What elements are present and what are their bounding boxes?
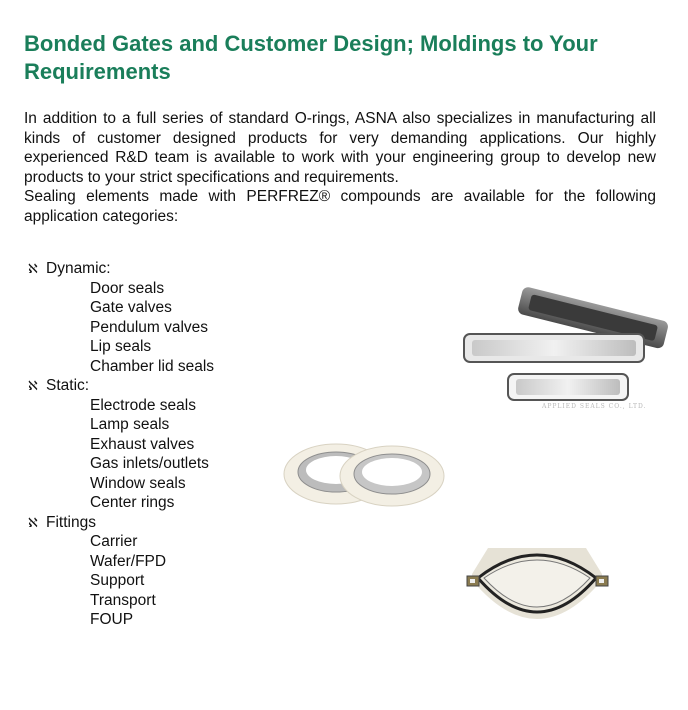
page-title: Bonded Gates and Customer Design; Moldings to Your Requirements xyxy=(24,31,598,84)
list-item: Pendulum valves xyxy=(90,318,209,336)
list-item: FOUP xyxy=(90,611,134,628)
intro-paragraph: In addition to a full series of standard O-rings, ASNA also specializes in manufacturing all kinds of customer designed products for very demanding applications. Our highly experienced R&D team is available to work with your engineering group to develop new products to your strict specifications and requirements. xyxy=(24,110,656,186)
list-item: Chamber lid seals xyxy=(90,357,215,375)
category-fittings xyxy=(24,513,284,630)
list-item: Window seals xyxy=(90,474,186,492)
photo-caption: APPLIED SEALS CO., LTD. xyxy=(542,403,647,410)
list-item: Gas inlets/outlets xyxy=(90,455,209,472)
wafer-seal-photo xyxy=(462,538,612,648)
list-item: Center rings xyxy=(90,494,175,511)
list-item: Transport xyxy=(90,591,156,609)
list-item: Gate valves xyxy=(90,299,172,316)
category-label: Fittings xyxy=(46,513,96,531)
list-item: Carrier xyxy=(90,533,138,550)
category-static xyxy=(24,376,284,513)
intro-categories-lead: Sealing elements made with PERFREZ® compounds are available for the following application categories: xyxy=(24,188,656,225)
list-item: Exhaust valves xyxy=(90,435,195,453)
bullet-icon: ℵ xyxy=(28,514,38,530)
bullet-icon: ℵ xyxy=(28,378,38,393)
list-item: Wafer/FPD xyxy=(90,552,167,570)
category-label: Dynamic: xyxy=(46,260,111,277)
gate-seals-photo xyxy=(458,286,678,416)
list-item: Door seals xyxy=(90,279,165,297)
bullet-icon: ℵ xyxy=(28,261,38,276)
list-item: Support xyxy=(90,572,145,589)
list-item: Lamp seals xyxy=(90,416,170,433)
list-item: Lip seals xyxy=(90,338,152,355)
intro-text xyxy=(24,109,656,226)
category-label: Static: xyxy=(46,377,90,394)
list-item: Electrode seals xyxy=(90,396,196,414)
application-categories xyxy=(24,259,284,630)
category-dynamic xyxy=(24,259,284,376)
center-rings-photo xyxy=(276,436,452,510)
